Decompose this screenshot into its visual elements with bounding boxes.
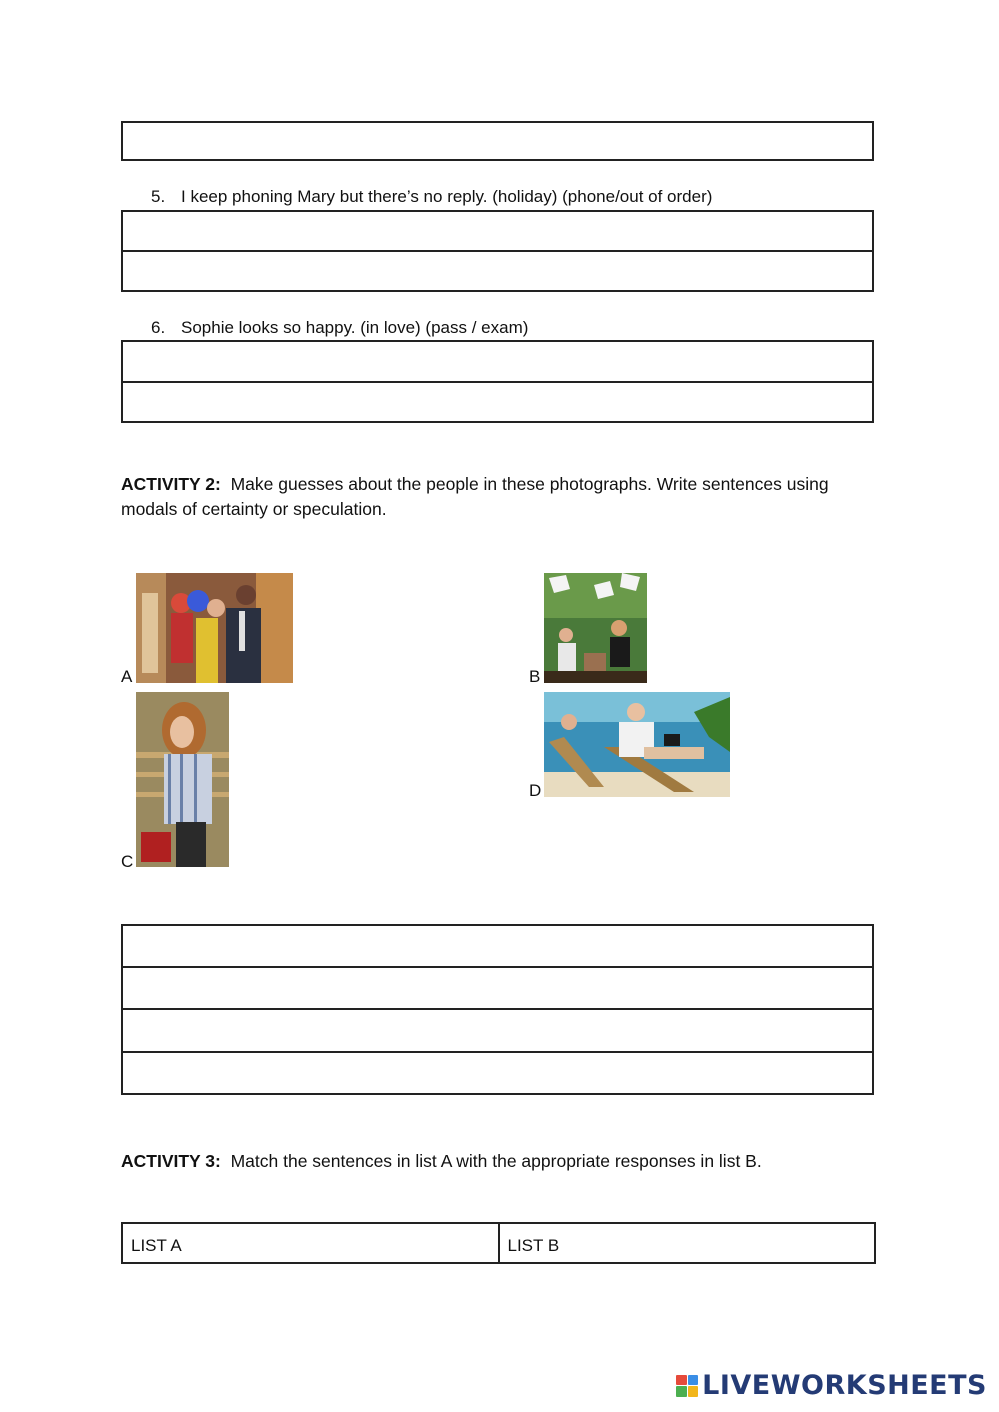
answer-line[interactable] [123,968,872,1010]
photo-b [544,573,647,683]
brand-name: LIVEWORKSHEETS [702,1370,987,1401]
question-6 [151,318,528,338]
answer-line[interactable] [123,383,872,421]
activity-2-label: ACTIVITY 2: [121,474,221,494]
activity-3-text: Match the sentences in list A with the appropriate responses in list B. [230,1151,762,1171]
photo-c-image [136,692,229,867]
photo-label-b: B [529,667,541,686]
photo-a [136,573,293,683]
brand-logo-square [676,1375,687,1386]
answer-box-q4 [121,121,874,161]
answer-box-q6 [121,340,874,423]
answer-box-activity-2 [121,924,874,1095]
answer-line[interactable] [123,342,872,383]
answer-line[interactable] [123,926,872,968]
photo-label-a: A [121,667,133,686]
brand-logo-square [688,1386,699,1397]
activity-2-instruction [121,472,881,522]
answer-line[interactable] [123,123,872,159]
answer-line[interactable] [123,1010,872,1053]
question-5 [151,187,712,207]
brand-logo-square [688,1375,699,1386]
answer-line[interactable] [123,1053,872,1093]
answer-line[interactable] [123,252,872,290]
photo-label-c: C [121,852,134,871]
question-text: Sophie looks so happy. (in love) (pass / exam) [181,318,529,337]
liveworksheets-brand [676,1370,987,1401]
answer-line[interactable] [123,212,872,252]
activity-3-instruction [121,1149,881,1174]
photo-c [136,692,229,867]
list-table [121,1222,876,1264]
photo-label-d: D [529,781,542,800]
photo-d [544,692,730,797]
brand-logo-square [676,1386,687,1397]
photo-d-image [544,692,730,797]
list-a-header: LIST A [131,1236,182,1255]
photo-b-image [544,573,647,683]
question-number: 6. [151,318,166,337]
list-b-header: LIST B [498,1224,875,1262]
question-number: 5. [151,187,166,206]
answer-box-q5 [121,210,874,292]
question-text: I keep phoning Mary but there’s no reply. (holiday) (phone/out of order) [181,187,713,206]
photo-a-image [136,573,293,683]
activity-2-text: Make guesses about the people in these photographs. Write sentences using modals of certainty or speculation. [121,474,829,519]
activity-3-label: ACTIVITY 3: [121,1151,221,1171]
brand-logo-icon [676,1375,698,1397]
